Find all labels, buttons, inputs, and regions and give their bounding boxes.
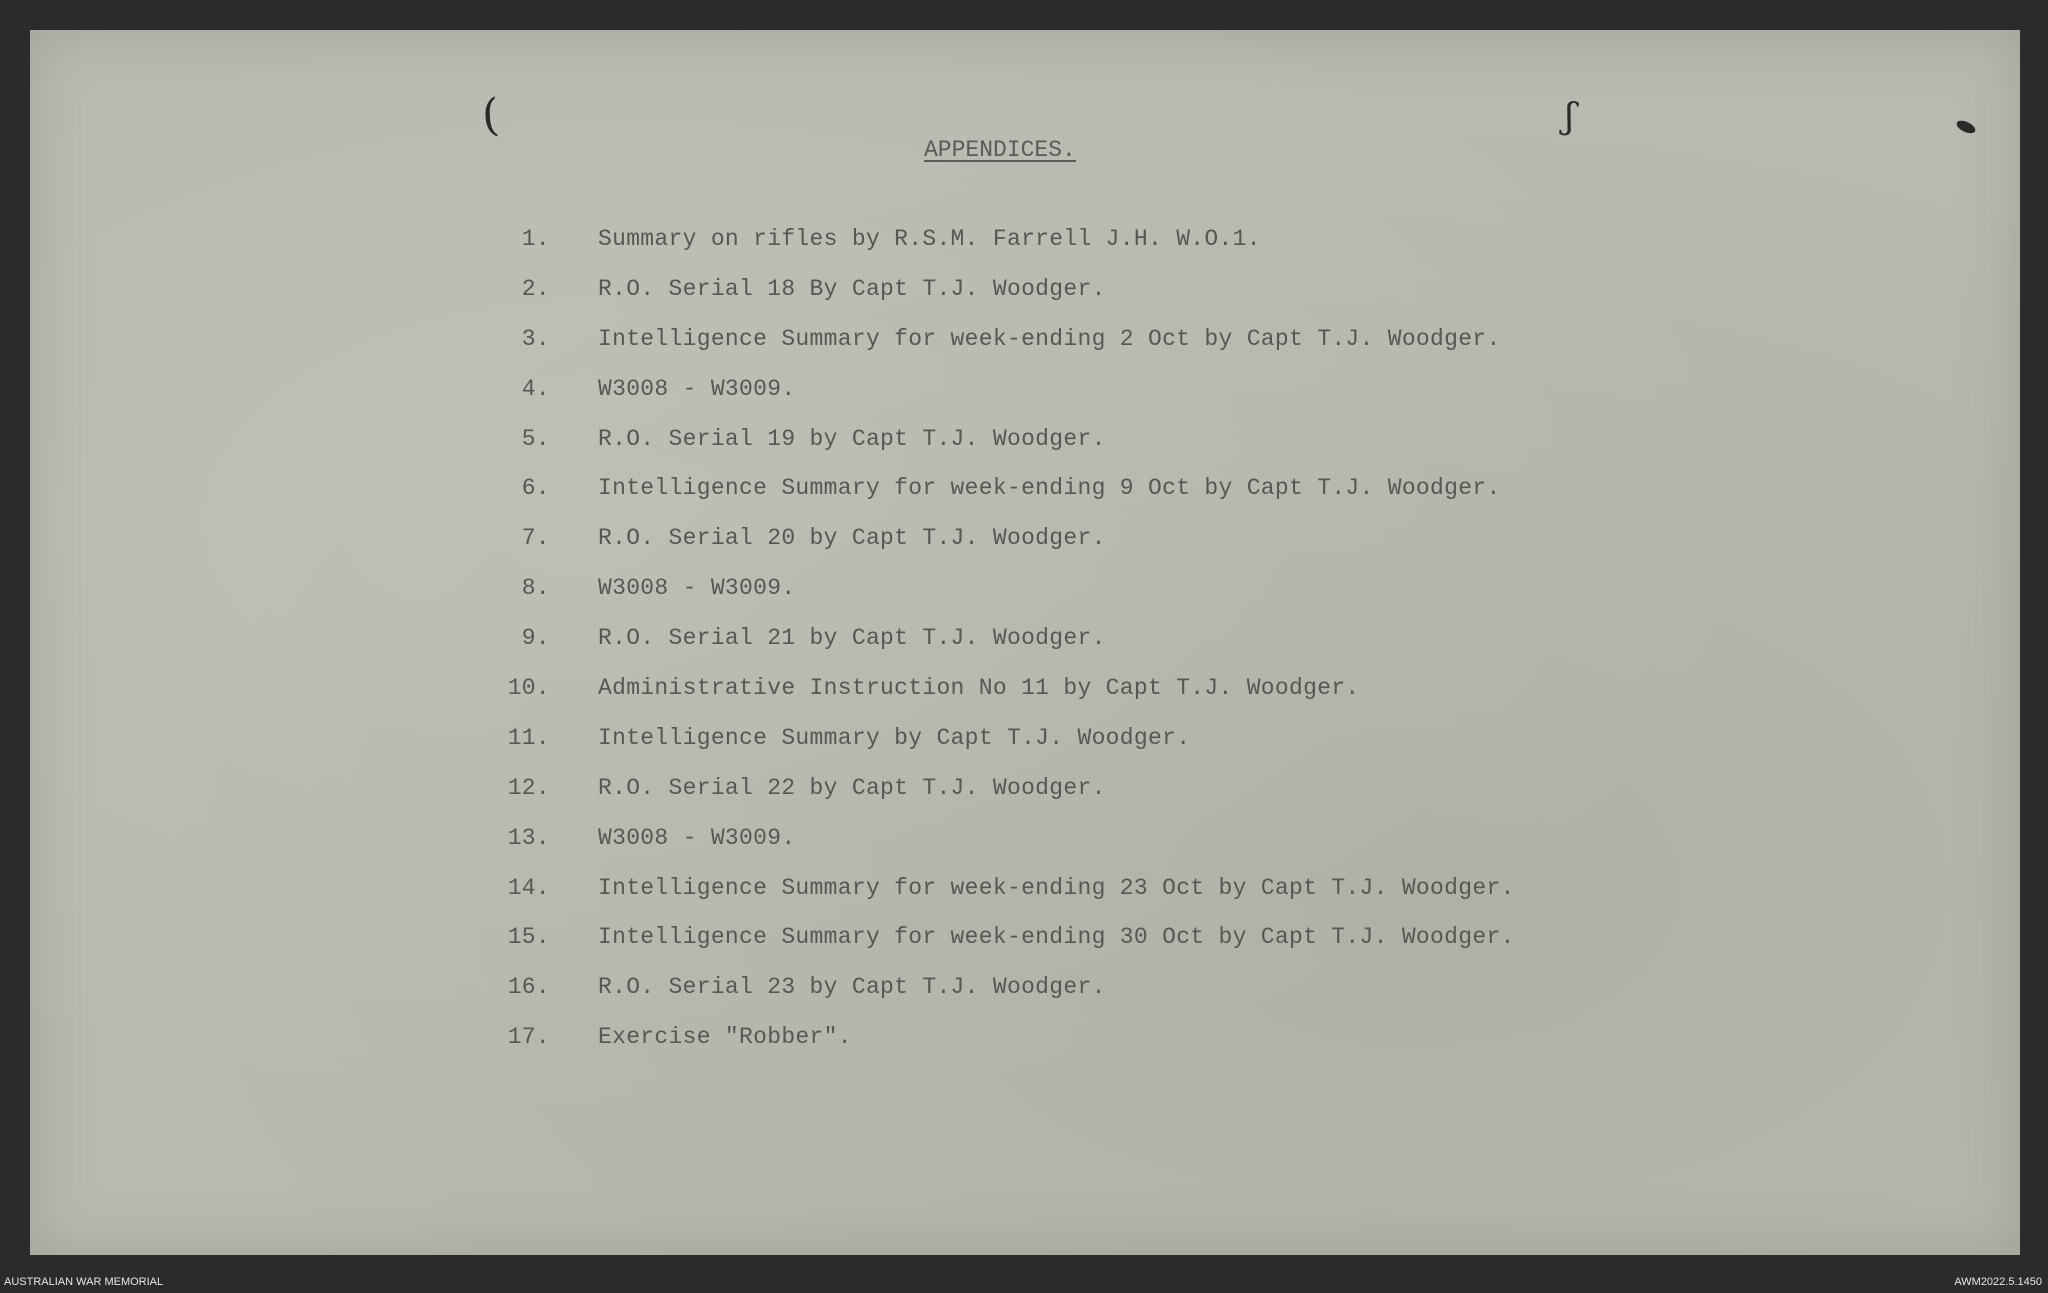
item-number: 1.	[521, 225, 550, 252]
item-text: R.O. Serial 21 by Capt T.J. Woodger.	[598, 625, 1106, 652]
item-text: Intelligence Summary for week-ending 9 Oct by Capt T.J. Woodger.	[598, 475, 1501, 502]
list-item	[450, 463, 1750, 513]
archive-reference: AWM2022.5.1450	[1954, 1276, 2042, 1288]
item-number: 10.	[507, 674, 550, 701]
list-item	[450, 214, 1750, 264]
ink-spot	[1955, 118, 1977, 136]
list-item	[450, 912, 1750, 962]
item-number: 4.	[521, 375, 550, 402]
item-text: W3008 - W3009.	[598, 824, 796, 851]
page-title: APPENDICES.	[924, 137, 1076, 163]
item-text: Intelligence Summary for week-ending 30 Oct by Capt T.J. Woodger.	[598, 924, 1515, 951]
item-number: 14.	[507, 874, 550, 901]
item-text: R.O. Serial 22 by Capt T.J. Woodger.	[598, 774, 1106, 801]
item-number: 7.	[521, 525, 550, 552]
list-item	[450, 1012, 1750, 1062]
archive-credit: AUSTRALIAN WAR MEMORIAL	[4, 1276, 164, 1288]
list-item	[450, 663, 1750, 713]
item-number: 17.	[507, 1024, 550, 1051]
appendix-list	[450, 214, 1750, 1062]
item-text: Intelligence Summary for week-ending 2 Oct by Capt T.J. Woodger.	[598, 325, 1501, 352]
item-number: 9.	[521, 625, 550, 652]
item-text: Intelligence Summary by Capt T.J. Woodger.	[598, 724, 1191, 751]
item-number: 2.	[521, 275, 550, 302]
item-text: Summary on rifles by R.S.M. Farrell J.H. W.O.1.	[598, 225, 1261, 252]
item-number: 3.	[521, 325, 550, 352]
list-item	[450, 763, 1750, 813]
list-item	[450, 314, 1750, 364]
item-text: Intelligence Summary for week-ending 23 Oct by Capt T.J. Woodger.	[598, 874, 1515, 901]
list-item	[450, 513, 1750, 563]
list-item	[450, 863, 1750, 913]
item-text: R.O. Serial 18 By Capt T.J. Woodger.	[598, 275, 1106, 302]
item-number: 13.	[507, 824, 550, 851]
item-number: 16.	[507, 974, 550, 1001]
hole-punch-mark: (	[480, 89, 501, 142]
item-number: 5.	[521, 425, 550, 452]
item-text: W3008 - W3009.	[598, 575, 796, 602]
item-text: Administrative Instruction No 11 by Capt T.J. Woodger.	[598, 674, 1360, 701]
item-number: 6.	[521, 475, 550, 502]
list-item	[450, 713, 1750, 763]
item-number: 11.	[507, 724, 550, 751]
item-text: R.O. Serial 20 by Capt T.J. Woodger.	[598, 525, 1106, 552]
item-number: 8.	[521, 575, 550, 602]
list-item	[450, 414, 1750, 464]
item-text: W3008 - W3009.	[598, 375, 796, 402]
item-number: 15.	[507, 924, 550, 951]
list-item	[450, 364, 1750, 414]
hole-punch-mark: ʃ	[1562, 95, 1578, 138]
list-item	[450, 813, 1750, 863]
item-text: R.O. Serial 19 by Capt T.J. Woodger.	[598, 425, 1106, 452]
list-item	[450, 264, 1750, 314]
list-item	[450, 563, 1750, 613]
list-item	[450, 962, 1750, 1012]
item-text: R.O. Serial 23 by Capt T.J. Woodger.	[598, 974, 1106, 1001]
item-number: 12.	[507, 774, 550, 801]
list-item	[450, 613, 1750, 663]
item-text: Exercise "Robber".	[598, 1024, 852, 1051]
